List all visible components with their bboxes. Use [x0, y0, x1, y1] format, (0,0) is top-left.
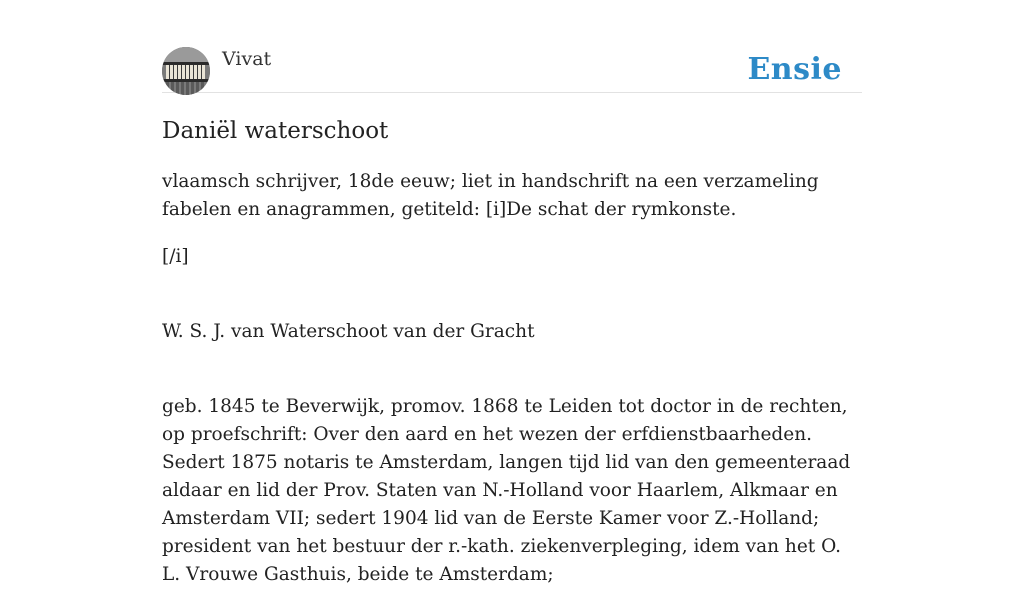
paragraph: geb. 1845 te Beverwijk, promov. 1868 te Leiden tot doctor in de rechten, op proefschrift: Over den aard en het wezen der erfdienstbaarheden. Sedert 1875 notaris te Amsterdam, langen tijd lid van den gemeenteraad aldaar en lid der Prov. Staten van N.-Holland voor Haarlem, Alkmaar en Amsterdam VII; sedert 1904 lid van de Eerste Kamer voor Z.-Holland; president van het bestuur der r.-kath. ziekenverpleging, idem van het O. L. Vrouwe Gasthuis, beide te Amsterdam;: [162, 396, 851, 585]
header: [162, 46, 862, 93]
username[interactable]: Vivat: [222, 48, 272, 70]
spacer: [162, 365, 862, 393]
paragraph: W. S. J. van Waterschoot van der Gracht: [162, 321, 535, 342]
paragraph: vlaamsch schrijver, 18de eeuw; liet in handschrift na een verzameling fabelen en anagrammen, getiteld: [i]De schat der rymkonste.: [162, 171, 819, 220]
brand-logo[interactable]: Ensie: [747, 52, 842, 87]
page: [162, 0, 862, 585]
bookshelf-avatar-icon: [162, 47, 210, 95]
paragraph: [/i]: [162, 246, 189, 267]
spacer: [162, 290, 862, 318]
page-title: Daniël waterschoot: [162, 118, 389, 144]
entry-content: [162, 168, 862, 608]
avatar[interactable]: [162, 47, 210, 95]
